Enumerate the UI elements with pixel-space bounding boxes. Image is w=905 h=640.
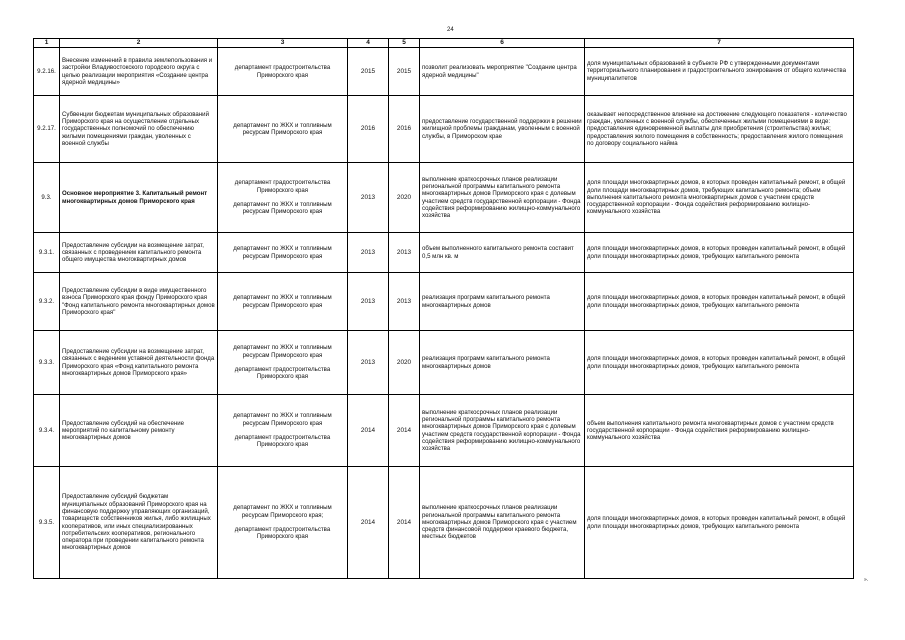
measure-name: Предоставление субсидии на возмещение затрат, связанных с ведением уставной деятельности фонда Приморского края «Фонд капитального ремонта многоквартирных домов Приморского края»: [60, 331, 218, 395]
executor: [218, 467, 348, 579]
indicator-link: доля площади многоквартирных домов, в которых проведен капитальный ремонт, в общей доли площади многоквартирных домов, требующих капитального ремонта: [585, 467, 854, 579]
column-header: 2: [60, 39, 218, 48]
column-header: 1: [34, 39, 60, 48]
row-number: 9.3.1.: [34, 233, 60, 273]
executor: [218, 331, 348, 395]
indicator-link: объем выполнения капитального ремонта многоквартирных домов с участием средств государственной корпорации - Фонда содействия реформированию жилищно-коммунального хозяйства: [585, 395, 854, 467]
executor: [218, 273, 348, 331]
page-number: 24: [447, 27, 454, 33]
executor: [218, 395, 348, 467]
indicator-link: оказывает непосредственное влияние на достижение следующего показателя - количество граждан, уволенных с военной службы, обеспеченных жилыми помещениями в виде: предоставления единовременной выплаты для приобретения (строительства) жилья; предоставления жилого помещения в собственность; предоставления жилого помещения по договору социального найма: [585, 96, 854, 163]
executor-line: департамент градостроительства Приморского края: [234, 179, 331, 194]
row-number: 9.3.5.: [34, 467, 60, 579]
table-row: [34, 331, 854, 395]
measure-name: Внесение изменений в правила землепользования и застройки Владивостокского городского округа с целью реализации мероприятия «Создание центра ядерной медицины»: [60, 48, 218, 96]
end-year: 2013: [389, 273, 420, 331]
expected-result: реализация программ капитального ремонта многоквартирных домов: [420, 331, 585, 395]
row-number: 9.3.4.: [34, 395, 60, 467]
table-row: [34, 48, 854, 96]
measure-name: Предоставление субсидий на обеспечение мероприятий по капитальному ремонту многоквартирных домов: [60, 395, 218, 467]
measure-name: Основное мероприятие 3. Капитальный ремонт многоквартирных домов Приморского края: [60, 163, 218, 233]
column-header: 6: [420, 39, 585, 48]
margin-mark: ».: [864, 577, 869, 583]
end-year: 2014: [389, 395, 420, 467]
table-row: [34, 233, 854, 273]
executor-line: департамент по ЖКХ и топливным ресурсам Приморского края;: [233, 504, 332, 519]
expected-result: позволит реализовать мероприятие "Создание центра ядерной медицины": [420, 48, 585, 96]
expected-result: выполнение краткосрочных планов реализации региональной программы капитального ремонта многоквартирных домов Приморского края с долевым участием средств государственной корпорации - Фонда содействия реформированию жилищно-коммунального хозяйства: [420, 395, 585, 467]
table-row: [34, 96, 854, 163]
table-row: [34, 273, 854, 331]
start-year: 2013: [348, 331, 389, 395]
indicator-link: доля муниципальных образований в субъекте РФ с утвержденными документами территориального планирования и градостроительного зонирования от общего количества муниципалитетов: [585, 48, 854, 96]
measure-name: Предоставление субсидии на возмещение затрат, связанных с проведением капитального ремонта общего имущества многоквартирных домов: [60, 233, 218, 273]
expected-result: выполнение краткосрочных планов реализации региональной программы капитального ремонта многоквартирных домов Приморского края с долевым участием средств государственной корпорации - Фонда содействия реформированию жилищно-коммунального хозяйства: [420, 163, 585, 233]
column-header: 4: [348, 39, 389, 48]
executor: [218, 163, 348, 233]
measures-table: [33, 38, 854, 579]
expected-result: реализация программ капитального ремонта многоквартирных домов: [420, 273, 585, 331]
column-header: 7: [585, 39, 854, 48]
executor-line: департамент градостроительства Приморского края: [234, 526, 331, 541]
table-row: [34, 163, 854, 233]
end-year: 2014: [389, 467, 420, 579]
start-year: 2013: [348, 233, 389, 273]
indicator-link: доля площади многоквартирных домов, в которых проведен капитальный ремонт, в общей доли площади многоквартирных домов, требующих капитального ремонта: [585, 233, 854, 273]
executor-line: департамент градостроительства Приморского края: [234, 366, 331, 381]
start-year: 2015: [348, 48, 389, 96]
expected-result: объем выполненного капитального ремонта составит 0,5 млн кв. м: [420, 233, 585, 273]
measure-name: Предоставление субсидии в виде имущественного взноса Приморского края фонду Приморского края "Фонд капитального ремонта многоквартирных домов Приморского края": [60, 273, 218, 331]
row-number: 9.2.17.: [34, 96, 60, 163]
row-number: 9.3.: [34, 163, 60, 233]
executor-line: департамент по ЖКХ и топливным ресурсам Приморского края: [233, 294, 332, 309]
expected-result: предоставление государственной поддержки в решении жилищной проблемы гражданам, уволенным с военной службы, в Приморском крае: [420, 96, 585, 163]
start-year: 2014: [348, 467, 389, 579]
end-year: 2016: [389, 96, 420, 163]
header-row: [34, 39, 854, 48]
end-year: 2013: [389, 233, 420, 273]
start-year: 2013: [348, 163, 389, 233]
executor-line: департамент по ЖКХ и топливным ресурсам Приморского края: [233, 201, 332, 216]
table-row: [34, 467, 854, 579]
measure-name: Предоставление субсидий бюджетам муниципальных образований Приморского края на финансовую поддержку управляющих организаций, товариществ собственников жилья, либо жилищных кооперативов, или иных специализированных потребительских кооперативов, регионального оператора при проведении капитального ремонта многоквартирных домов: [60, 467, 218, 579]
column-header: 3: [218, 39, 348, 48]
row-number: 9.3.2.: [34, 273, 60, 331]
executor: [218, 48, 348, 96]
end-year: 2020: [389, 163, 420, 233]
executor-line: департамент градостроительства Приморского края: [234, 434, 331, 449]
end-year: 2015: [389, 48, 420, 96]
executor-line: департамент градостроительства Приморского края: [234, 64, 331, 79]
table-row: [34, 395, 854, 467]
measure-name: Субвенции бюджетам муниципальных образований Приморского края на осуществление отдельных государственных полномочий по обеспечению жилыми помещениями граждан, уволенных с военной службы: [60, 96, 218, 163]
executor-line: департамент по ЖКХ и топливным ресурсам Приморского края: [233, 121, 332, 136]
indicator-link: доля площади многоквартирных домов, в которых проведен капитальный ремонт, в общей доли площади многоквартирных домов, требующих капитального ремонта: [585, 273, 854, 331]
start-year: 2016: [348, 96, 389, 163]
indicator-link: доля площади многоквартирных домов, в которых проведен капитальный ремонт, в общей доли площади многоквартирных домов, требующих капитального ремонта: [585, 331, 854, 395]
executor: [218, 96, 348, 163]
executor-line: департамент по ЖКХ и топливным ресурсам Приморского края: [233, 412, 332, 427]
indicator-link: доля площади многоквартирных домов, в которых проведен капитальный ремонт, в общей доли площади многоквартирных домов, требующих капитального ремонта; объем выполнения капитального ремонта многоквартирных домов с участием средств государственной корпорации - Фонда содействия реформированию жилищно-коммунального хозяйства: [585, 163, 854, 233]
expected-result: выполнение краткосрочных планов реализации региональной программы капитального ремонта многоквартирных домов Приморского края с участием средств финансовой поддержки краевого бюджета, местных бюджетов: [420, 467, 585, 579]
executor: [218, 233, 348, 273]
column-header: 5: [389, 39, 420, 48]
executor-line: департамент по ЖКХ и топливным ресурсам Приморского края: [233, 344, 332, 359]
start-year: 2013: [348, 273, 389, 331]
end-year: 2020: [389, 331, 420, 395]
executor-line: департамент по ЖКХ и топливным ресурсам Приморского края: [233, 245, 332, 260]
start-year: 2014: [348, 395, 389, 467]
row-number: 9.3.3.: [34, 331, 60, 395]
row-number: 9.2.16.: [34, 48, 60, 96]
